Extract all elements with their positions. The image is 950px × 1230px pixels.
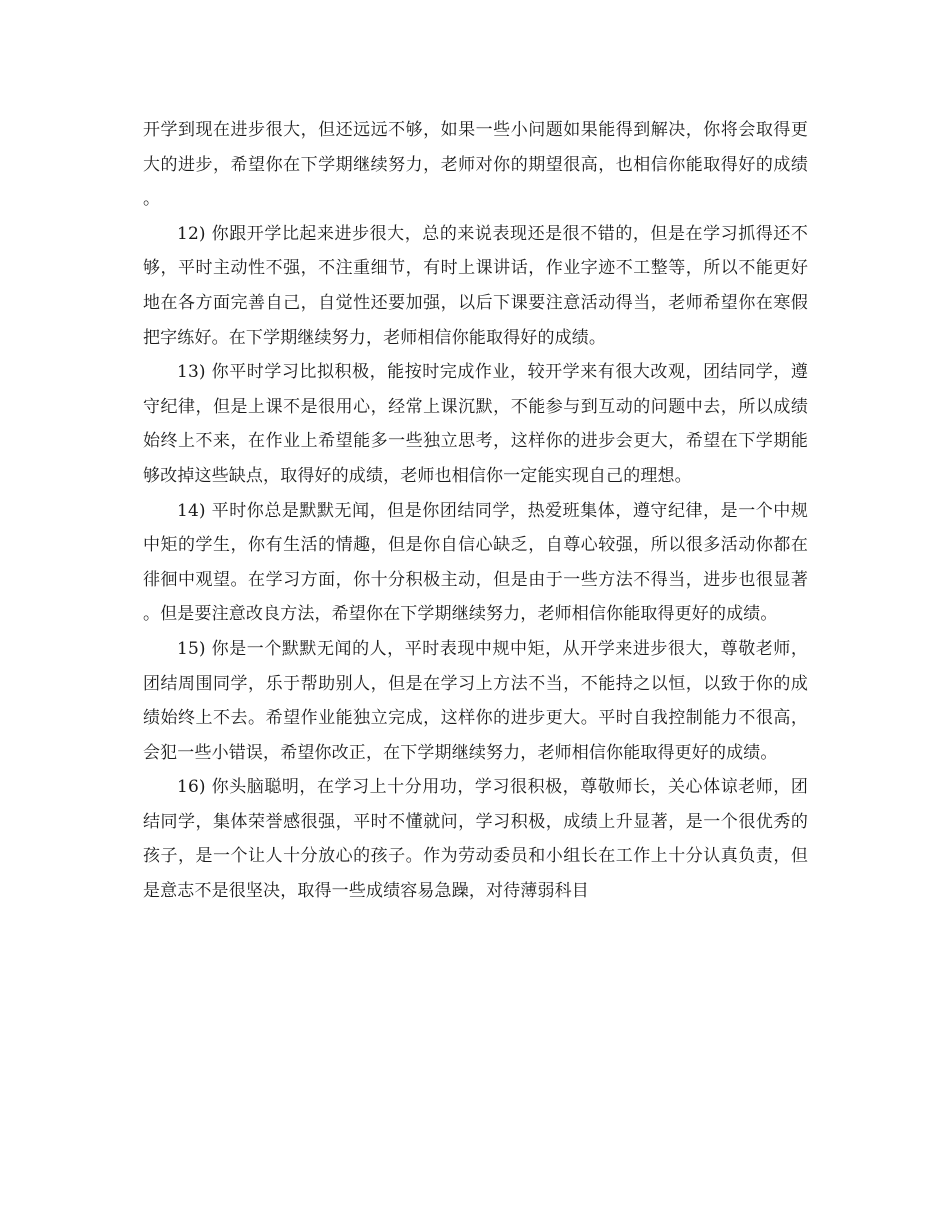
paragraph-comment-15: 15) 你是一个默默无闻的人，平时表现中规中矩，从开学来进步很大，尊敬老师，团结周围同学，乐于帮助别人，但是在学习上方法不当，不能持之以恒，以致于你的成绩始终上不去。希望作业能独立完成，这样你的进步更大。平时自我控制能力不很高，会犯一些小错误，希望你改正，在下学期继续努力，老师相信你能取得更好的成绩。 xyxy=(143,638,808,763)
paragraph-comment-14: 14) 平时你总是默默无闻，但是你团结同学，热爱班集体，遵守纪律，是一个中规中矩的学生，你有生活的情趣，但是你自信心缺乏，自尊心较强，所以很多活动你都在徘徊中观望。在学习方面，你十分积极主动，但是由于一些方法不得当，进步也很显著。但是要注意改良方法，希望你在下学期继续努力，老师相信你能取得更好的成绩。 xyxy=(143,500,808,625)
paragraph-comment-13: 13) 你平时学习比拟积极，能按时完成作业，较开学来有很大改观，团结同学，遵守纪律，但是上课不是很用心，经常上课沉默，不能参与到互动的问题中去，所以成绩始终上不来，在作业上希望能多一些独立思考，这样你的进步会更大，希望在下学期能够改掉这些缺点，取得好的成绩，老师也相信你一定能实现自己的理想。 xyxy=(143,362,808,486)
paragraph-continued: 开学到现在进步很大，但还远远不够，如果一些小问题如果能得到解决，你将会取得更大的进步，希望你在下学期继续努力，老师对你的期望很高，也相信你能取得好的成绩。 xyxy=(143,120,808,210)
paragraph-comment-16: 16) 你头脑聪明，在学习上十分用功，学习很积极，尊敬师长，关心体谅老师，团结同学，集体荣誉感很强，平时不懂就问，学习积极，成绩上升显著，是一个很优秀的孩子，是一个让人十分放心的孩子。作为劳动委员和小组长在工作上十分认真负责，但是意志不是很坚决，取得一些成绩容易急躁，对待薄弱科目 xyxy=(143,777,808,902)
paragraph-comment-12: 12) 你跟开学比起来进步很大，总的来说表现还是很不错的，但是在学习抓得还不够，平时主动性不强，不注重细节，有时上课讲话，作业字迹不工整等，所以不能更好地在各方面完善自己，自觉性还要加强，以后下课要注意活动得当，老师希望你在寒假把字练好。在下学期继续努力，老师相信你能取得好的成绩。 xyxy=(143,223,808,348)
document-body xyxy=(143,113,808,909)
